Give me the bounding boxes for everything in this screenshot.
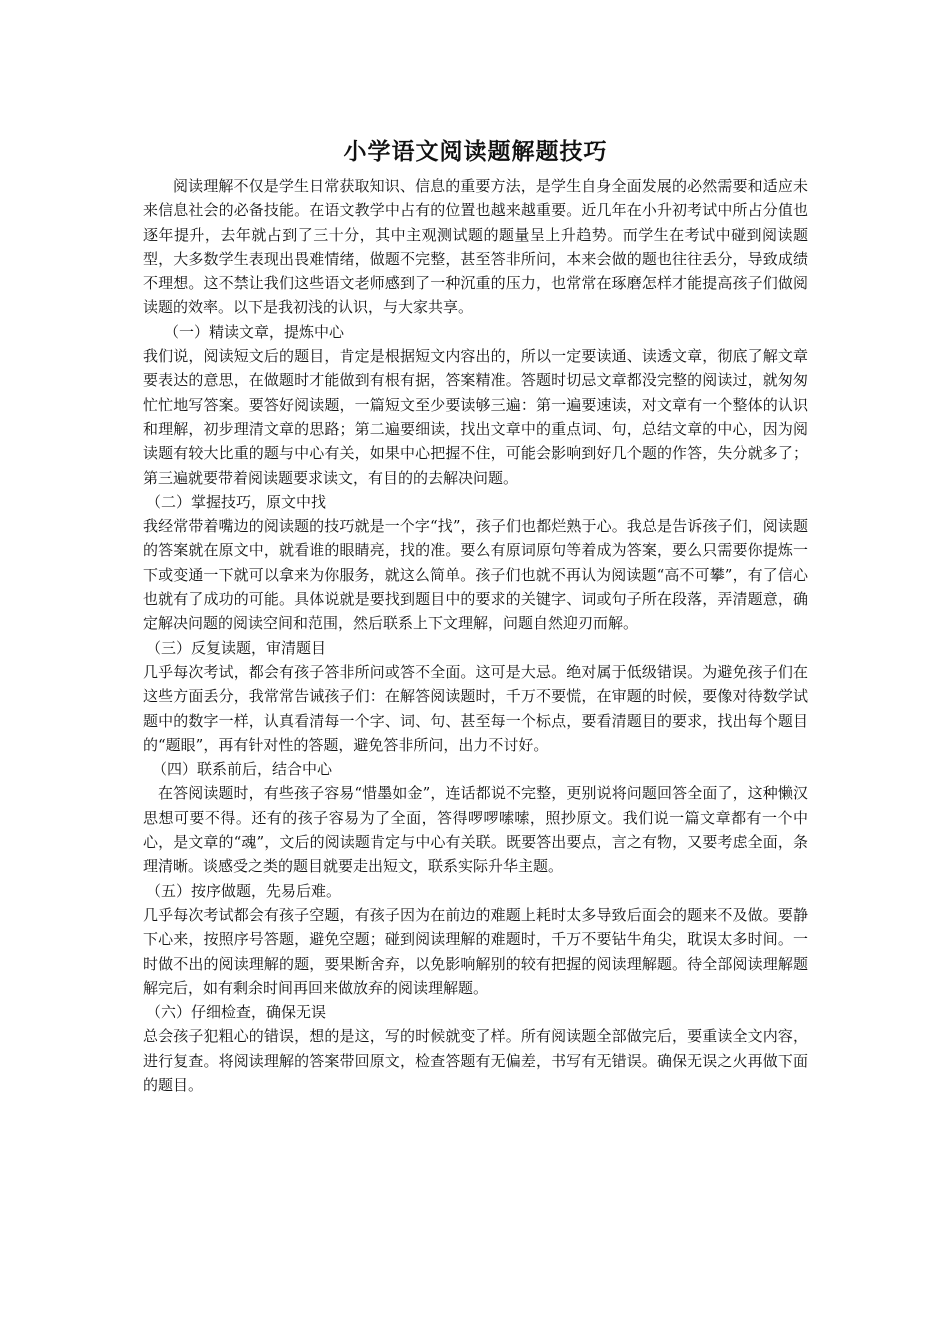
- document-title: 小学语文阅读题解题技巧: [343, 138, 608, 165]
- section-5-body: 几乎每次考试都会有孩子空题，有孩子因为在前边的难题上耗时太多导致后面会的题来不及做。要静下心来，按照序号答题，避免空题；碰到阅读理解的难题时，千万不要钻牛角尖，耽误太多时间。一时做不出的阅读理解的题，要果断舍弃，以免影响解别的较有把握的阅读理解题。待全部阅读理解题解完后，如有剩余时间再回来做放弃的阅读理解题。: [143, 905, 808, 997]
- section-3-body: 几乎每次考试，都会有孩子答非所问或答不全面。这可是大忌。绝对属于低级错误。为避免孩子们在这些方面丢分，我常常告诫孩子们：在解答阅读题时，千万不要慌，在审题的时候，要像对待数学试题中的数字一样，认真看清每一个字、词、句、甚至每一个标点，要看清题目的要求，找出每个题目的“题眼”，再有针对性的答题，避免答非所问，出力不讨好。: [143, 662, 808, 754]
- section-1-heading: （一）精读文章，提炼中心: [164, 322, 345, 341]
- section-1-body: 我们说，阅读短文后的题目，肯定是根据短文内容出的，所以一定要读通、读透文章，彻底了解文章要表达的意思，在做题时才能做到有根有据，答案精准。答题时切忌文章都没完整的阅读过，就匆匆忙忙地写答案。要答好阅读题，一篇短文至少要读够三遍：第一遍要速读，对文章有一个整体的认识和理解，初步理清文章的思路；第二遍要细读，找出文章中的重点词、句，总结文章的中心，因为阅读题有较大比重的题与中心有关，如果中心把握不住，可能会影响到好几个题的作答，失分就多了；第三遍就要带着阅读题要求读文，有目的的去解决问题。: [143, 347, 808, 487]
- intro-paragraph: 阅读理解不仅是学生日常获取知识、信息的重要方法，是学生自身全面发展的必然需要和适应未来信息社会的必备技能。在语文教学中占有的位置也越来越重要。近几年在小升初考试中所占分值也逐年提升，去年就占到了三十分，其中主观测试题的题量呈上升趋势。而学生在考试中碰到阅读题型，大多数学生表现出畏难情绪，做题不完整，甚至答非所问，本来会做的题也往往丢分，导致成绩不理想。这不禁让我们这些语文老师感到了一种沉重的压力，也常常在琢磨怎样才能提高孩子们做阅读题的效率。以下是我初浅的认识，与大家共享。: [143, 177, 808, 317]
- document-page: [143, 132, 808, 1097]
- section-2-body: 我经常带着嘴边的阅读题的技巧就是一个字“找”，孩子们也都烂熟于心。我总是告诉孩子们，阅读题的答案就在原文中，就看谁的眼睛亮，找的准。要么有原词原句等着成为答案，要么只需要你提炼一下或变通一下就可以拿来为你服务，就这么简单。孩子们也就不再认为阅读题“高不可攀”，有了信心也就有了成功的可能。具体说就是要找到题目中的要求的关键字、词或句子所在段落，弄清题意，确定解决问题的阅读空间和范围，然后联系上下文理解，问题自然迎刃而解。: [143, 517, 808, 633]
- section-6-body: 总会孩子犯粗心的错误，想的是这，写的时候就变了样。所有阅读题全部做完后，要重读全文内容，进行复查。将阅读理解的答案带回原文，检查答题有无偏差，书写有无错误。确保无误之火再做下面的题目。: [143, 1027, 808, 1094]
- section-2-heading: （二）掌握技巧，原文中找: [146, 492, 327, 511]
- section-4-body: 在答阅读题时，有些孩子容易“惜墨如金”，连话都说不完整，更别说将问题回答全面了，这种懒汉思想可要不得。还有的孩子容易为了全面，答得啰啰嗦嗦，照抄原文。我们说一篇文章都有一个中心，是文章的“魂”，文后的阅读题肯定与中心有关联。既要答出要点，言之有物，又要考虑全面，条理清晰。谈感受之类的题目就要走出短文，联系实际升华主题。: [143, 784, 808, 876]
- section-4-heading: （四）联系前后，结合中心: [152, 760, 333, 779]
- section-5-heading: （五）按序做题，先易后难。: [146, 881, 342, 900]
- section-3-heading: （三）反复读题，审清题目: [146, 638, 327, 657]
- section-6-heading: （六）仔细检查，确保无误: [146, 1003, 327, 1022]
